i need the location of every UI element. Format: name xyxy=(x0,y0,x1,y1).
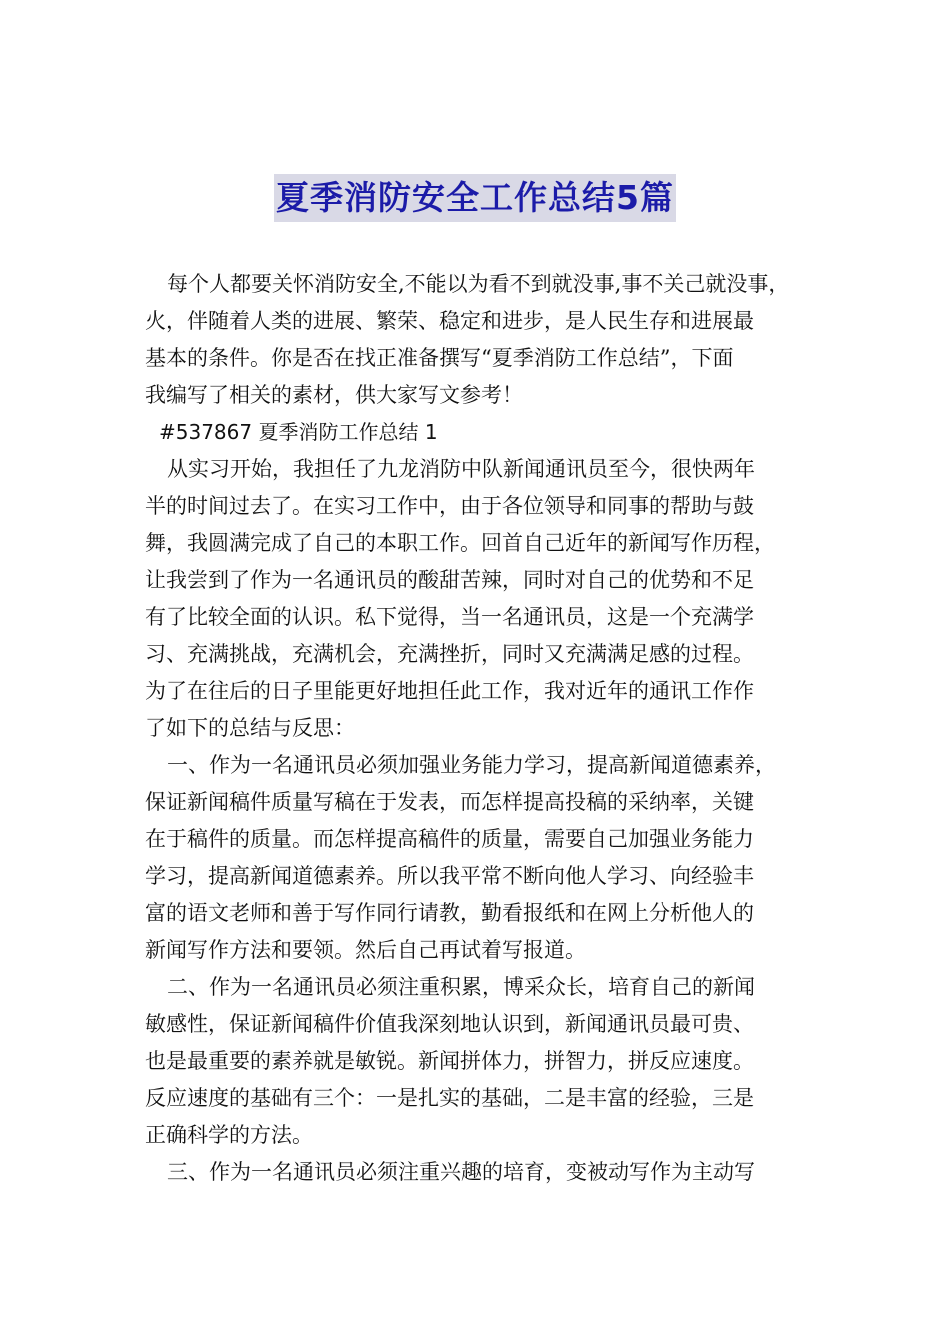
paragraph-line: 敏感性，保证新闻稿件价值我深刻地认识到，新闻通讯员最可贵、 xyxy=(145,1012,754,1036)
intro-line: 每个人都要关怀消防安全,不能以为看不到就没事,事不关己就没事， xyxy=(167,272,790,296)
paragraph-line: 在于稿件的质量。而怎样提高稿件的质量，需要自己加强业务能力 xyxy=(145,827,754,851)
section-heading: #537867 夏季消防工作总结 1 xyxy=(159,420,438,444)
paragraph-line: 让我尝到了作为一名通讯员的酸甜苦辣，同时对自己的优势和不足 xyxy=(145,568,754,592)
paragraph-line: 舞，我圆满完成了自己的本职工作。回首自己近年的新闻写作历程， xyxy=(145,531,775,555)
document-title: 夏季消防安全工作总结5篇 xyxy=(274,174,676,222)
paragraph-line: 新闻写作方法和要领。然后自己再试着写报道。 xyxy=(145,938,586,962)
paragraph-line: 正确科学的方法。 xyxy=(145,1123,313,1147)
paragraph-line: 从实习开始，我担任了九龙消防中队新闻通讯员至今，很快两年 xyxy=(167,457,755,481)
paragraph-line: 一、作为一名通讯员必须加强业务能力学习，提高新闻道德素养， xyxy=(167,753,776,777)
paragraph-line: 学习，提高新闻道德素养。所以我平常不断向他人学习、向经验丰 xyxy=(145,864,754,888)
paragraph-line: 半的时间过去了。在实习工作中，由于各位领导和同事的帮助与鼓 xyxy=(145,494,754,518)
paragraph-line: 习、充满挑战，充满机会，充满挫折，同时又充满满足感的过程。 xyxy=(145,642,754,666)
paragraph-line: 反应速度的基础有三个：一是扎实的基础，二是丰富的经验，三是 xyxy=(145,1086,754,1110)
paragraph-line: 也是最重要的素养就是敏锐。新闻拼体力，拼智力，拼反应速度。 xyxy=(145,1049,754,1073)
document-body xyxy=(145,266,815,1191)
paragraph-line: 保证新闻稿件质量写稿在于发表，而怎样提高投稿的采纳率，关键 xyxy=(145,790,754,814)
intro-line: 我编写了相关的素材，供大家写文参考！ xyxy=(145,383,523,407)
paragraph-line: 富的语文老师和善于写作同行请教，勤看报纸和在网上分析他人的 xyxy=(145,901,754,925)
paragraph-line: 三、作为一名通讯员必须注重兴趣的培育，变被动写作为主动写 xyxy=(167,1160,755,1184)
intro-line: 火，伴随着人类的进展、繁荣、稳定和进步，是人民生存和进展最 xyxy=(145,309,754,333)
paragraph-line: 为了在往后的日子里能更好地担任此工作，我对近年的通讯工作作 xyxy=(145,679,754,703)
paragraph-line: 二、作为一名通讯员必须注重积累，博采众长，培育自己的新闻 xyxy=(167,975,755,999)
paragraph-line: 有了比较全面的认识。私下觉得，当一名通讯员，这是一个充满学 xyxy=(145,605,754,629)
title-wrapper xyxy=(0,174,950,222)
intro-line: 基本的条件。你是否在找正准备撰写“夏季消防工作总结”，下面 xyxy=(145,346,734,370)
paragraph-line: 了如下的总结与反思： xyxy=(145,716,355,740)
